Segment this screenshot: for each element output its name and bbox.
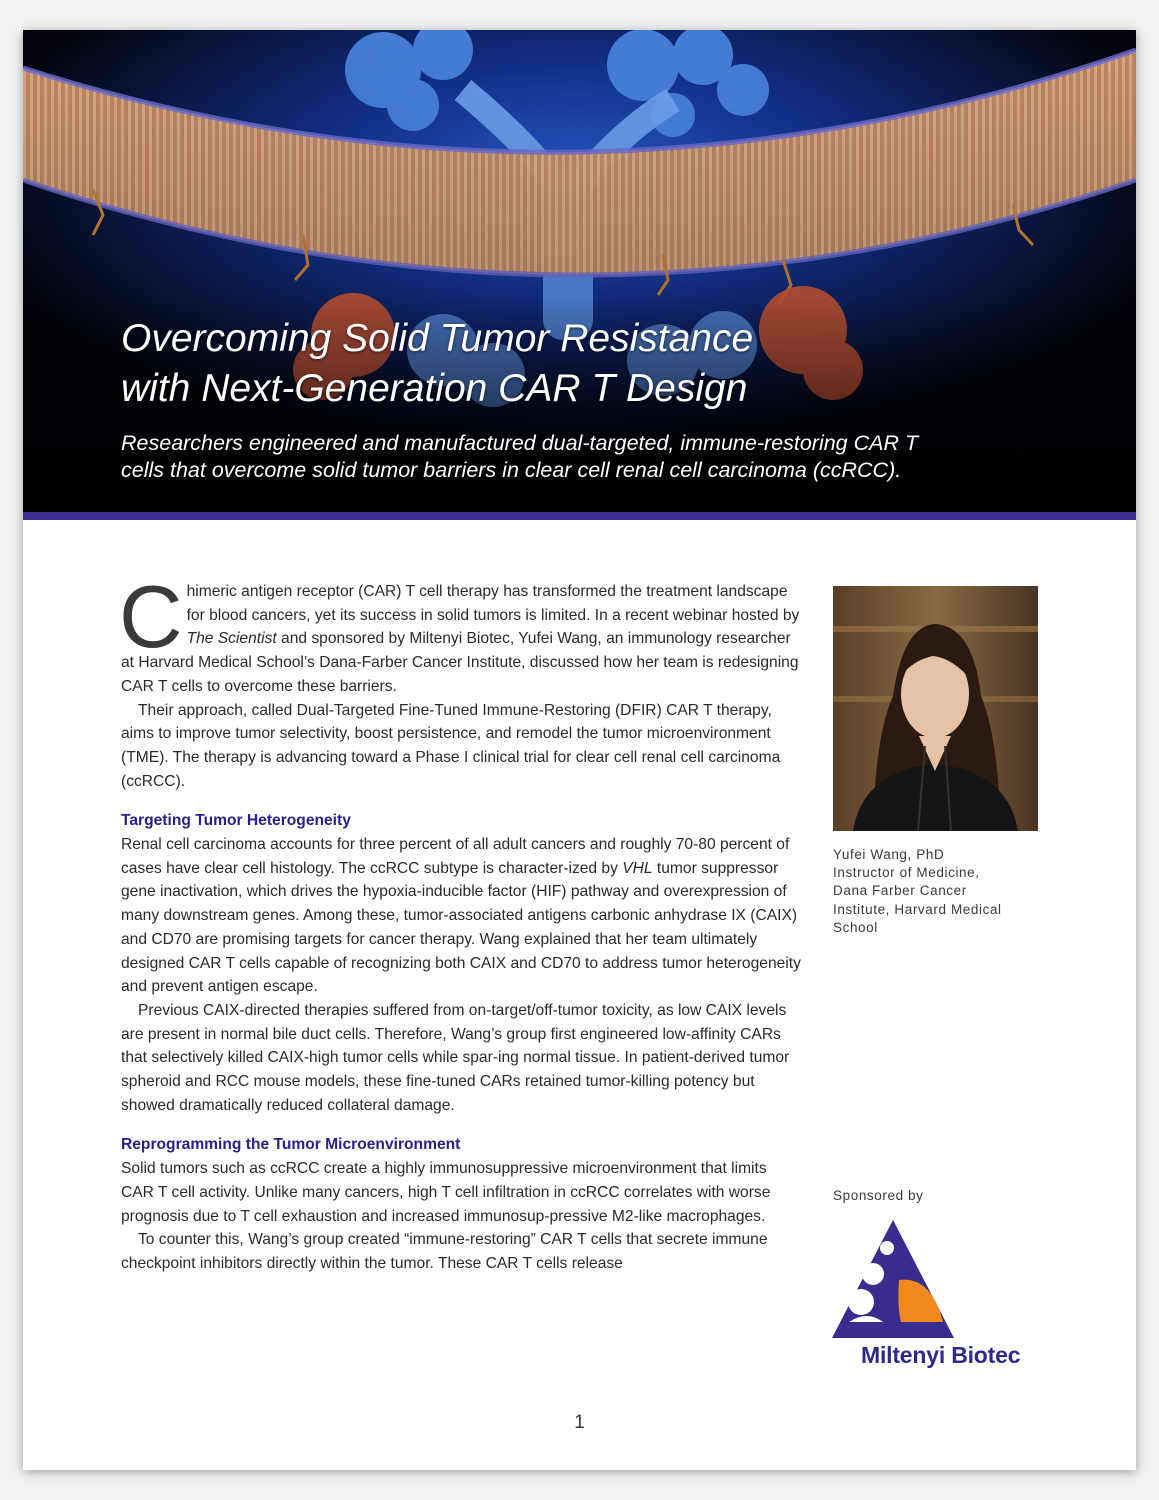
title-line-2: with Next-Generation CAR T Design <box>121 367 748 410</box>
drop-cap: C <box>119 567 183 666</box>
gene-name: VHL <box>622 859 653 877</box>
author-photo <box>833 586 1038 831</box>
paragraph-text: tumor suppressor gene inactivation, which drives the hypoxia-inducible factor (HIF) pathway and overexpression of many downstream genes. Among these, tumor-associated antigens carbonic anhydrase IX (CAIX) and CD70 are promising targets for cancer therapy. Wang explained that her team ultimately designed CAR T cells capable of recognizing both CAIX and CD70 to address tumor heterogeneity and prevent antigen escape. <box>121 859 801 996</box>
caption-line: Yufei Wang, PhD <box>833 847 945 862</box>
intro-paragraph <box>119 567 801 699</box>
publication-name: The Scientist <box>186 630 277 648</box>
photo-caption <box>833 846 1033 937</box>
subtitle-line-1: Researchers engineered and manufactured dual-targeted, immune-restoring CAR T <box>121 431 919 455</box>
caption-line: Institute, Harvard Medical <box>833 901 1002 917</box>
intro-text-a: himeric antigen receptor (CAR) T cell therapy has transformed the treatment landscape for blood cancers, yet its success in solid tumors is limited. In a recent webinar hosted by <box>186 583 800 624</box>
document-page <box>23 30 1136 1470</box>
section-heading-microenvironment: Reprogramming the Tumor Microenvironment <box>121 1136 461 1154</box>
paragraph: Previous CAIX-directed therapies suffered from on-target/off-tumor toxicity, as low CAIX levels are present in normal bile duct cells. Therefore, Wang’s group first engineered low-affinity CARs that selectively killed CAIX-high tumor cells while spar-ing normal tissue. In patient-derived tumor spheroid and RCC mouse models, these fine-tuned CARs retained tumor-killing potency but showed dramatically reduced collateral damage. <box>121 1001 790 1114</box>
intro-text-b: and sponsored by Miltenyi Biotec, Yufei Wang, an immunology researcher at Harvard Medical School’s Dana-Farber Cancer Institute, discussed how her team is redesigning CAR T cells to overcome these barriers. <box>121 630 799 695</box>
sponsor-logo-text: Miltenyi Biotec <box>861 1342 1021 1368</box>
page-number: 1 <box>574 1412 585 1433</box>
caption-line: Dana Farber Cancer <box>833 883 967 899</box>
article-title <box>121 314 1001 414</box>
subtitle-line-2: cells that overcome solid tumor barriers in clear cell renal cell carcinoma (ccRCC). <box>121 458 902 482</box>
paragraph: Solid tumors such as ccRCC create a highly immunosuppressive microenvironment that limits CAR T cell activity. Unlike many cancers, high T cell infiltration in ccRCC correlates with worse prognosis due to T cell exhaustion and increased immunosup-pressive M2-like macrophages. <box>121 1160 771 1225</box>
paragraph-text: Renal cell carcinoma accounts for three percent of all adult cancers and roughly 70-80 percent of cases have clear cell histology. The ccRCC subtype is character-ized by <box>121 836 790 877</box>
paragraph <box>121 833 801 999</box>
caption-line: School <box>833 919 878 935</box>
section-heading-heterogeneity: Targeting Tumor Heterogeneity <box>121 812 351 830</box>
accent-bar <box>23 512 1136 520</box>
paragraph: Their approach, called Dual-Targeted Fine-Tuned Immune-Restoring (DFIR) CAR T therapy, aims to improve tumor selectivity, boost persistence, and remodel the tumor microenvironment (TME). The therapy is advancing toward a Phase I clinical trial for clear cell renal cell carcinoma (ccRCC). <box>121 701 781 790</box>
article-subtitle <box>121 430 1081 484</box>
hero-banner <box>23 30 1136 512</box>
paragraph: To counter this, Wang’s group created “immune-restoring” CAR T cells that secrete immune checkpoint inhibitors directly within the tumor. These CAR T cells release <box>121 1231 768 1272</box>
article-body <box>119 567 801 1276</box>
title-line-1: Overcoming Solid Tumor Resistance <box>121 317 754 360</box>
miltenyi-logo-icon <box>831 1218 956 1340</box>
sponsored-by-label: Sponsored by <box>833 1188 924 1203</box>
caption-line: Instructor of Medicine, <box>833 865 980 881</box>
